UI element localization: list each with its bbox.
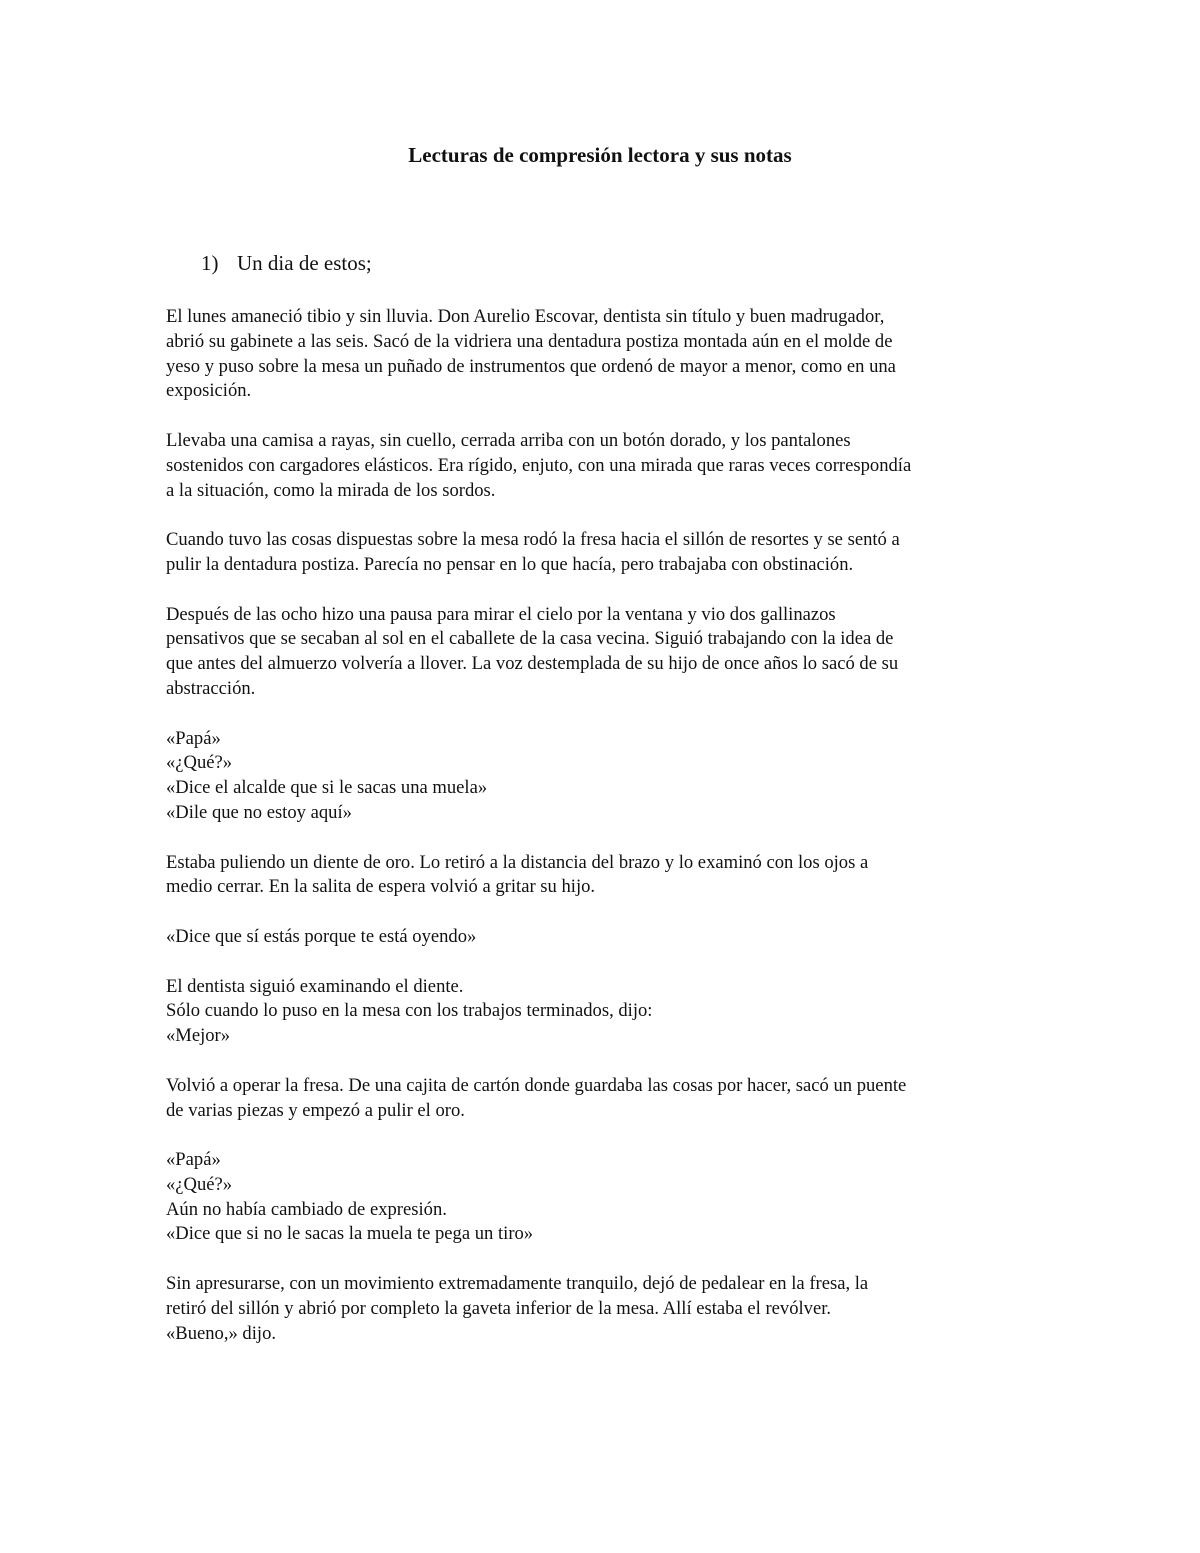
text-line: medio cerrar. En la salita de espera volvió a gritar su hijo. <box>166 876 596 898</box>
paragraph <box>166 727 1046 826</box>
paragraph-gap <box>166 578 1046 603</box>
paragraph <box>166 1148 1046 1247</box>
text-line: «¿Qué?» <box>166 752 233 774</box>
paragraph-gap <box>166 900 1046 925</box>
paragraph <box>166 851 1046 901</box>
text-line: pulir la dentadura postiza. Parecía no pensar en lo que hacía, pero trabajaba con obstinación. <box>166 553 854 575</box>
text-line: yeso y puso sobre la mesa un puñado de instrumentos que ordenó de mayor a menor, como en una <box>166 355 896 377</box>
paragraph <box>166 1074 1046 1124</box>
text-line: «Papá» <box>166 1149 221 1171</box>
text-line: abrió su gabinete a las seis. Sacó de la vidriera una dentadura postiza montada aún en el molde de <box>166 330 893 352</box>
text-line: «Mejor» <box>166 1025 231 1047</box>
text-line: «Dice el alcalde que si le sacas una muela» <box>166 777 488 799</box>
text-line: Aún no había cambiado de expresión. <box>166 1198 447 1220</box>
text-line: «¿Qué?» <box>166 1173 233 1195</box>
paragraph <box>166 528 1046 578</box>
text-line: Volvió a operar la fresa. De una cajita de cartón donde guardaba las cosas por hacer, sacó un puente <box>166 1074 907 1096</box>
section-number: 1) <box>201 251 219 275</box>
text-line: «Bueno,» dijo. <box>166 1322 277 1344</box>
text-line: exposición. <box>166 380 252 402</box>
text-line: Sin apresurarse, con un movimiento extremadamente tranquilo, dejó de pedalear en la fresa, la <box>166 1273 869 1295</box>
text-line: retiró del sillón y abrió por completo la gaveta inferior de la mesa. Allí estaba el revólver. <box>166 1297 832 1319</box>
text-line: sostenidos con cargadores elásticos. Era rígido, enjuto, con una mirada que raras veces correspondía <box>166 454 912 476</box>
text-line: «Papá» <box>166 727 221 749</box>
text-line: El dentista siguió examinando el diente. <box>166 975 464 997</box>
text-line: Sólo cuando lo puso en la mesa con los trabajos terminados, dijo: <box>166 1000 653 1022</box>
paragraph-gap <box>166 950 1046 975</box>
text-line: Estaba puliendo un diente de oro. Lo retiró a la distancia del brazo y lo examinó con los ojos a <box>166 851 869 873</box>
paragraph <box>166 1272 1046 1346</box>
text-line: «Dice que si no le sacas la muela te pega un tiro» <box>166 1223 534 1245</box>
text-line: «Dile que no estoy aquí» <box>166 801 352 823</box>
text-line: Llevaba una camisa a rayas, sin cuello, cerrada arriba con un botón dorado, y los pantalones <box>166 429 851 451</box>
paragraph-gap <box>166 503 1046 528</box>
paragraph <box>166 603 1046 702</box>
text-line: a la situación, como la mirada de los sordos. <box>166 479 496 501</box>
document-body <box>166 305 1046 1346</box>
paragraph-gap <box>166 1049 1046 1074</box>
text-line: Cuando tuvo las cosas dispuestas sobre la mesa rodó la fresa hacia el sillón de resortes y se sentó a <box>166 529 900 551</box>
text-line: de varias piezas y empezó a pulir el oro. <box>166 1099 465 1121</box>
paragraph-gap <box>166 1123 1046 1148</box>
paragraph <box>166 975 1046 1049</box>
section-heading <box>201 249 372 277</box>
paragraph <box>166 305 1046 404</box>
paragraph <box>166 925 1046 950</box>
text-line: Después de las ocho hizo una pausa para mirar el cielo por la ventana y vio dos gallinazos <box>166 603 836 625</box>
text-line: pensativos que se secaban al sol en el caballete de la casa vecina. Siguió trabajando con la idea de <box>166 628 894 650</box>
paragraph-gap <box>166 826 1046 851</box>
paragraph-gap <box>166 1247 1046 1272</box>
paragraph <box>166 429 1046 503</box>
text-line: que antes del almuerzo volvería a llover. La voz destemplada de su hijo de once años lo sacó de su <box>166 653 899 675</box>
section-label: Un dia de estos; <box>237 251 372 275</box>
page-title: Lecturas de compresión lectora y sus notas <box>408 143 792 167</box>
text-line: «Dice que sí estás porque te está oyendo» <box>166 925 477 947</box>
text-line: El lunes amaneció tibio y sin lluvia. Don Aurelio Escovar, dentista sin título y buen madrugador, <box>166 306 885 327</box>
paragraph-gap <box>166 702 1046 727</box>
paragraph-gap <box>166 404 1046 429</box>
text-line: abstracción. <box>166 677 256 699</box>
